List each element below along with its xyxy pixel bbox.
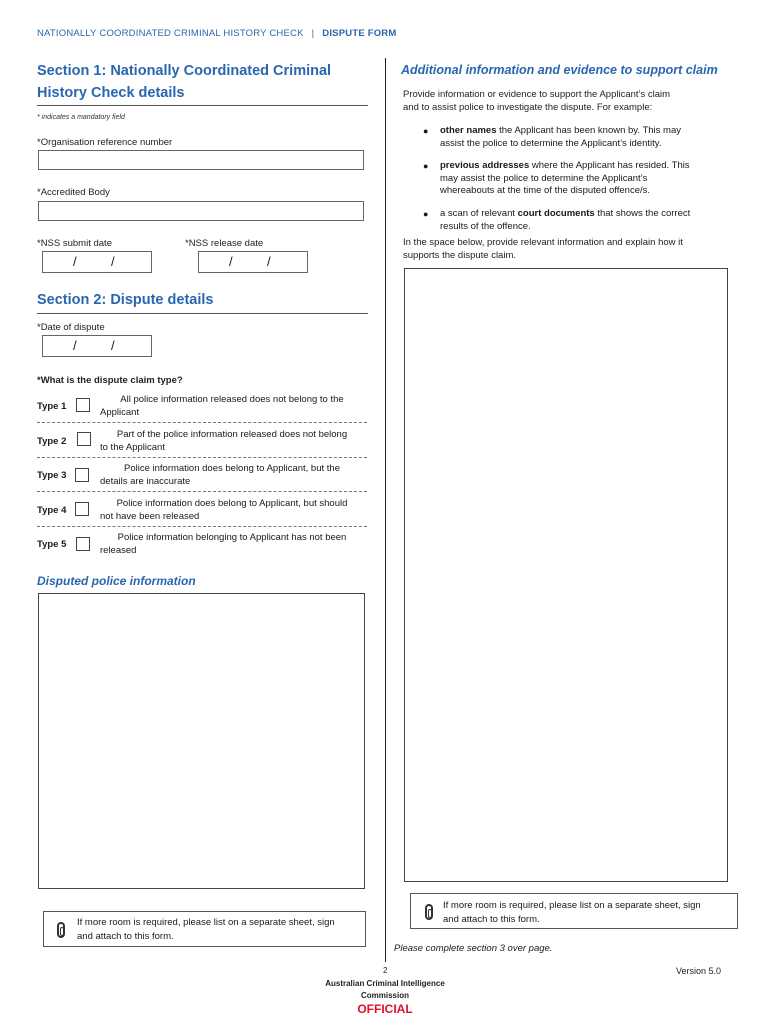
- paperclip-icon: [57, 922, 65, 938]
- claim-type-desc-line1: Police information does belong to Applicant, but the: [123, 463, 340, 474]
- intro-line2: and to assist police to investigate the dispute. For example:: [403, 102, 653, 113]
- claim-type-4-checkbox[interactable]: [75, 502, 89, 516]
- claim-type-desc-line1: Part of the police information released does not belong: [116, 429, 348, 440]
- org-line2: Commission: [360, 991, 409, 1000]
- space-line1: In the space below, provide relevant information and explain how it: [403, 237, 683, 248]
- header-separator: |: [311, 28, 315, 39]
- bullet-court-documents: [423, 208, 691, 233]
- claim-type-desc-line1: All police information released does not belong to the: [120, 394, 344, 405]
- date-slash: /: [111, 338, 115, 353]
- date-slash: /: [229, 254, 233, 269]
- nss-release-date-field[interactable]: [198, 251, 308, 273]
- dashed-divider: [37, 457, 367, 458]
- bullet-bold: other names: [440, 125, 497, 136]
- claim-type-desc-line2: details are inaccurate: [100, 476, 191, 487]
- date-slash: /: [111, 254, 115, 269]
- right-note-box: [410, 893, 738, 929]
- bullet-line2: may assist the police to determine the Applicant’s: [440, 172, 648, 184]
- right-note-text: [443, 899, 701, 927]
- bullet-pre: a scan of relevant: [440, 208, 518, 219]
- section2-rule: [37, 313, 368, 314]
- claim-type-desc-line1: Police information belonging to Applicant has not been: [117, 532, 347, 543]
- bullet-line2: assist the police to determine the Applicant’s identity.: [440, 137, 662, 149]
- space-line2: supports the dispute claim.: [403, 250, 517, 261]
- bullet-line3: whereabouts at the time of the disputed offence/s.: [440, 185, 651, 196]
- space-instruction: [403, 236, 683, 262]
- additional-info-intro: [403, 88, 670, 114]
- nss-submit-date-field[interactable]: [42, 251, 152, 273]
- claim-type-description: [97, 462, 367, 488]
- disputed-info-textarea[interactable]: [38, 593, 365, 889]
- claim-type-description: [97, 531, 367, 557]
- bullet-other-names: [423, 125, 681, 150]
- nss-release-label: *NSS release date: [185, 238, 264, 249]
- org-ref-label: *Organisation reference number: [37, 137, 173, 148]
- nss-submit-label: *NSS submit date: [37, 238, 112, 249]
- bullet-previous-addresses: [423, 160, 690, 198]
- bullet-bold: previous addresses: [440, 160, 530, 171]
- section1-rule: [37, 105, 368, 106]
- org-line1: Australian Criminal Intelligence: [325, 979, 445, 988]
- bullet-rest: where the Applicant has resided. This: [529, 160, 690, 171]
- claim-type-description: [97, 393, 367, 419]
- section2-title: Section 2: Dispute details: [37, 292, 214, 308]
- accredited-body-label: *Accredited Body: [37, 187, 110, 198]
- date-slash: /: [267, 254, 271, 269]
- additional-info-title: Additional information and evidence to support claim: [401, 63, 718, 77]
- header-left: NATIONALLY COORDINATED CRIMINAL HISTORY CHECK: [37, 28, 304, 39]
- claim-type-label: Type 1: [37, 401, 67, 412]
- org-name: [300, 978, 470, 1002]
- dashed-divider: [37, 526, 367, 527]
- claim-type-desc-line1: Police information does belong to Applicant, but should: [116, 498, 348, 509]
- section1-title-line1: Section 1: Nationally Coordinated Criminal: [37, 63, 332, 79]
- claim-type-description: [97, 497, 367, 523]
- dispute-date-label: *Date of dispute: [37, 322, 105, 333]
- left-note-box: [43, 911, 366, 947]
- disputed-info-title: Disputed police information: [37, 574, 196, 588]
- intro-line1: Provide information or evidence to support the Applicant’s claim: [403, 89, 671, 100]
- note-line1: If more room is required, please list on a separate sheet, sign: [443, 900, 701, 911]
- note-line1: If more room is required, please list on a separate sheet, sign: [77, 917, 335, 928]
- claim-type-3-checkbox[interactable]: [75, 468, 89, 482]
- org-ref-input[interactable]: [38, 150, 364, 170]
- bullet-icon: ●: [423, 209, 429, 219]
- claim-type-desc-line2: released: [100, 545, 137, 556]
- claim-type-2-checkbox[interactable]: [77, 432, 91, 446]
- column-divider: [385, 58, 386, 962]
- dashed-divider: [37, 491, 367, 492]
- section1-title: [37, 60, 331, 104]
- page-number: 2: [383, 966, 388, 975]
- claim-type-label: Type 3: [37, 470, 67, 481]
- classification-label: OFFICIAL: [357, 1002, 413, 1016]
- dispute-date-field[interactable]: [42, 335, 152, 357]
- claim-type-description: [97, 428, 367, 454]
- left-note-text: [77, 916, 335, 944]
- claim-type-1-checkbox[interactable]: [76, 398, 90, 412]
- mandatory-note: * indicates a mandatory field: [37, 114, 125, 121]
- claim-type-desc-line2: to the Applicant: [100, 442, 165, 453]
- bullet-rest: the Applicant has been known by. This may: [496, 125, 681, 136]
- page-header: [37, 28, 396, 39]
- dashed-divider: [37, 422, 367, 423]
- additional-info-textarea[interactable]: [404, 268, 728, 882]
- date-slash: /: [73, 254, 77, 269]
- claim-type-label: Type 2: [37, 436, 67, 447]
- date-slash: /: [73, 338, 77, 353]
- claim-type-5: [37, 531, 367, 565]
- accredited-body-input[interactable]: [38, 201, 364, 221]
- bullet-bold: court documents: [517, 208, 595, 219]
- note-line2: and attach to this form.: [443, 914, 540, 925]
- claim-type-question: *What is the dispute claim type?: [37, 375, 183, 386]
- claim-type-desc-line2: Applicant: [100, 407, 140, 418]
- bullet-icon: ●: [423, 126, 429, 136]
- bullet-line2: results of the offence.: [440, 220, 531, 232]
- header-right: DISPUTE FORM: [322, 28, 397, 39]
- complete-section-note: Please complete section 3 over page.: [394, 943, 553, 954]
- claim-type-label: Type 5: [37, 539, 67, 550]
- bullet-icon: ●: [423, 161, 429, 171]
- note-line2: and attach to this form.: [77, 931, 174, 942]
- claim-type-desc-line2: not have been released: [100, 511, 200, 522]
- bullet-rest: that shows the correct: [594, 208, 691, 219]
- version-label: Version 5.0: [676, 966, 722, 976]
- claim-type-5-checkbox[interactable]: [76, 537, 90, 551]
- section1-title-line2: History Check details: [37, 85, 185, 101]
- claim-type-label: Type 4: [37, 505, 67, 516]
- paperclip-icon: [425, 904, 433, 920]
